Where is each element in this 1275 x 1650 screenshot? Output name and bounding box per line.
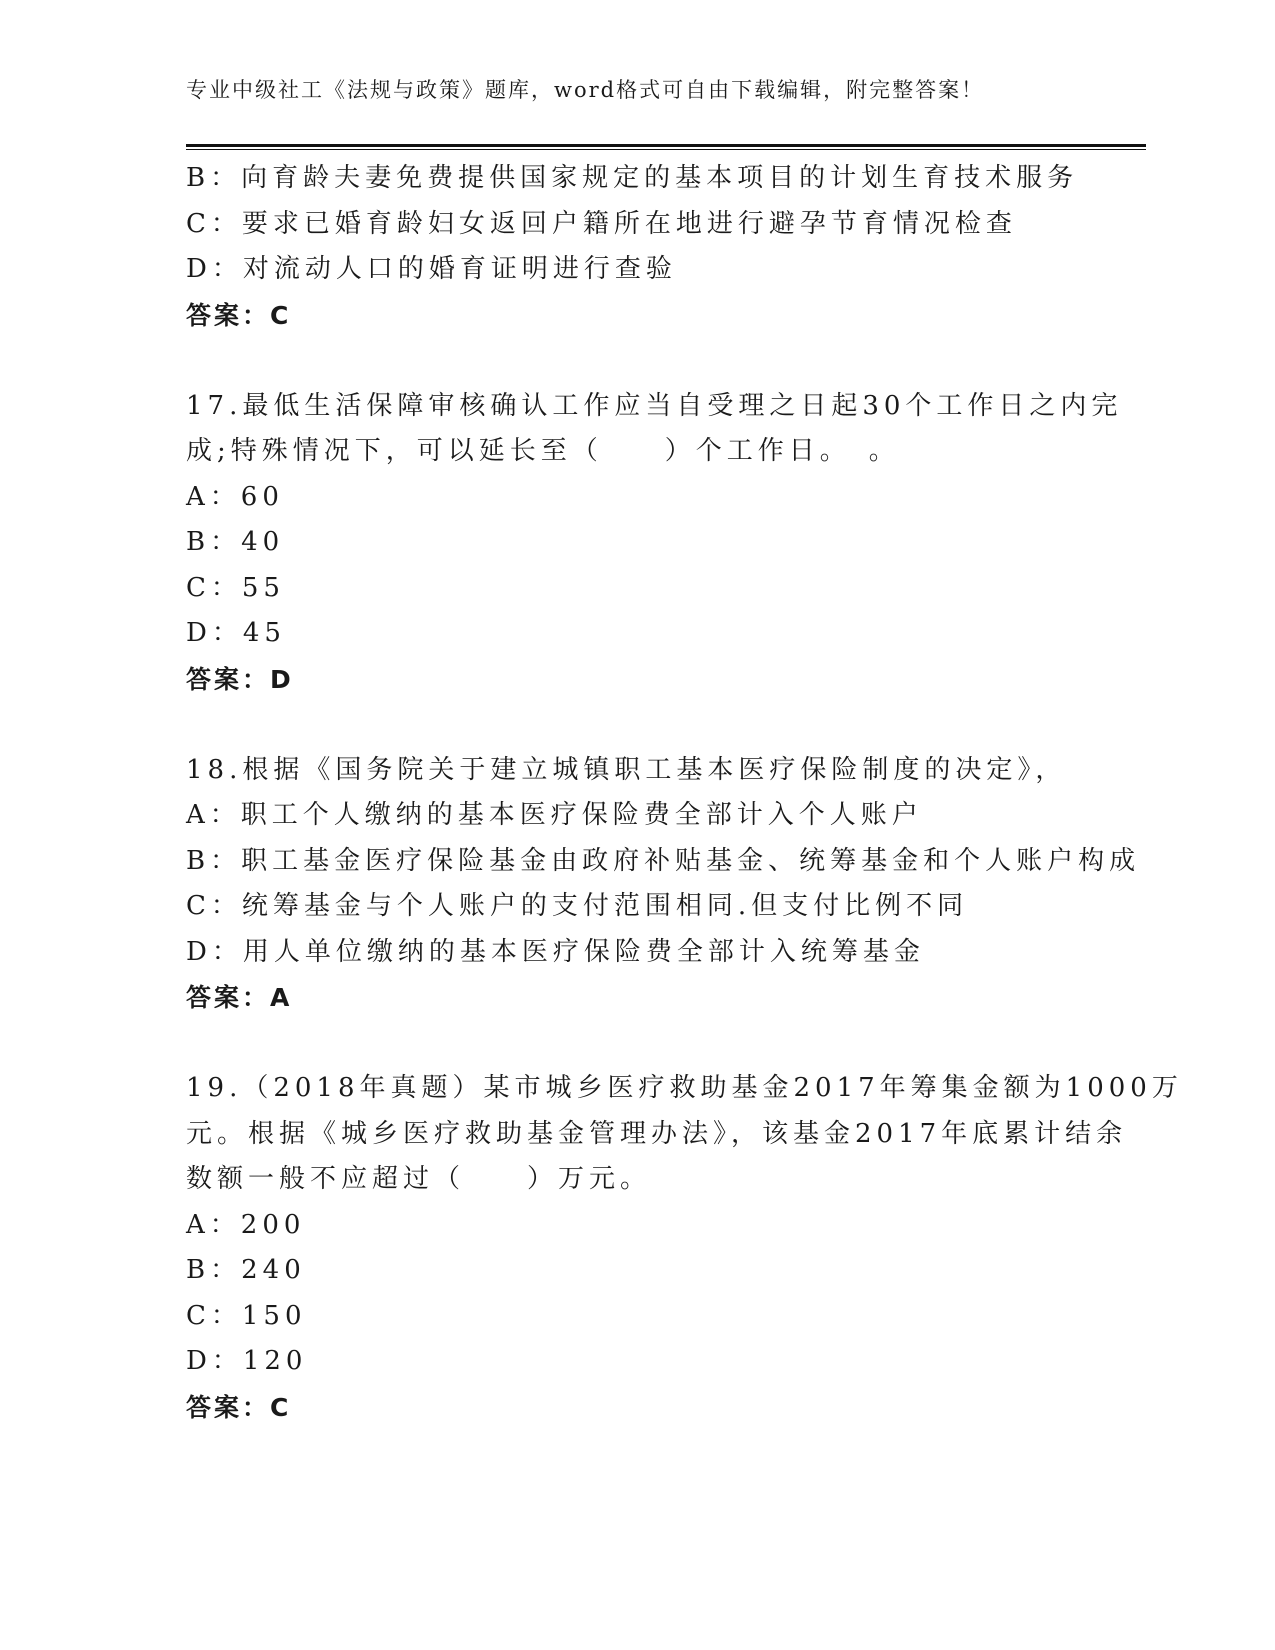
page-header: 专业中级社工《法规与政策》题库，word格式可自由下载编辑，附完整答案！ xyxy=(186,78,985,102)
answer-line: 答案：C xyxy=(186,300,292,330)
question-text: 18.根据《国务院关于建立城镇职工基本医疗保险制度的决定》， xyxy=(186,754,1067,785)
option-line: B：职工基金医疗保险基金由政府补贴基金、统筹基金和个人账户构成 xyxy=(186,845,1141,876)
option-line: A：职工个人缴纳的基本医疗保险费全部计入个人账户 xyxy=(186,800,923,830)
option-line: D：120 xyxy=(186,1346,308,1376)
question-text: 19.（2018年真题）某市城乡医疗救助基金2017年筹集金额为1000万 xyxy=(186,1073,1183,1103)
answer-line: 答案：D xyxy=(186,664,294,694)
option-line: D：45 xyxy=(186,618,286,648)
option-line: B：40 xyxy=(186,527,285,557)
option-line: D：对流动人口的婚育证明进行查验 xyxy=(186,254,677,284)
answer-line: 答案：C xyxy=(186,1392,292,1422)
question-text: 成;特殊情况下，可以延长至（ ）个工作日。 。 xyxy=(186,436,900,466)
option-line: A：60 xyxy=(186,481,284,512)
option-line: B：240 xyxy=(186,1255,306,1285)
question-block xyxy=(186,384,1123,703)
option-line: D：用人单位缴纳的基本医疗保险费全部计入统筹基金 xyxy=(186,936,925,967)
question-block xyxy=(186,748,1141,1021)
question-text: 17.最低生活保障审核确认工作应当自受理之日起30个工作日之内完 xyxy=(186,390,1123,421)
question-text: 数额一般不应超过（ ）万元。 xyxy=(186,1164,652,1194)
option-line: C：150 xyxy=(186,1300,307,1331)
document-body xyxy=(186,156,1183,1430)
option-line: C：55 xyxy=(186,572,285,603)
header-divider xyxy=(186,144,1146,150)
question-text: 元。根据《城乡医疗救助基金管理办法》，该基金2017年底累计结余 xyxy=(186,1118,1128,1149)
option-line: B：向育龄夫妻免费提供国家规定的基本项目的计划生育技术服务 xyxy=(186,163,1079,193)
question-block xyxy=(186,156,1086,338)
option-line: A：200 xyxy=(186,1209,306,1240)
answer-line: 答案：A xyxy=(186,983,293,1012)
question-block xyxy=(186,1066,1183,1430)
option-line: C：要求已婚育龄妇女返回户籍所在地进行避孕节育情况检查 xyxy=(186,208,1017,239)
option-line: C：统筹基金与个人账户的支付范围相同.但支付比例不同 xyxy=(186,891,969,921)
